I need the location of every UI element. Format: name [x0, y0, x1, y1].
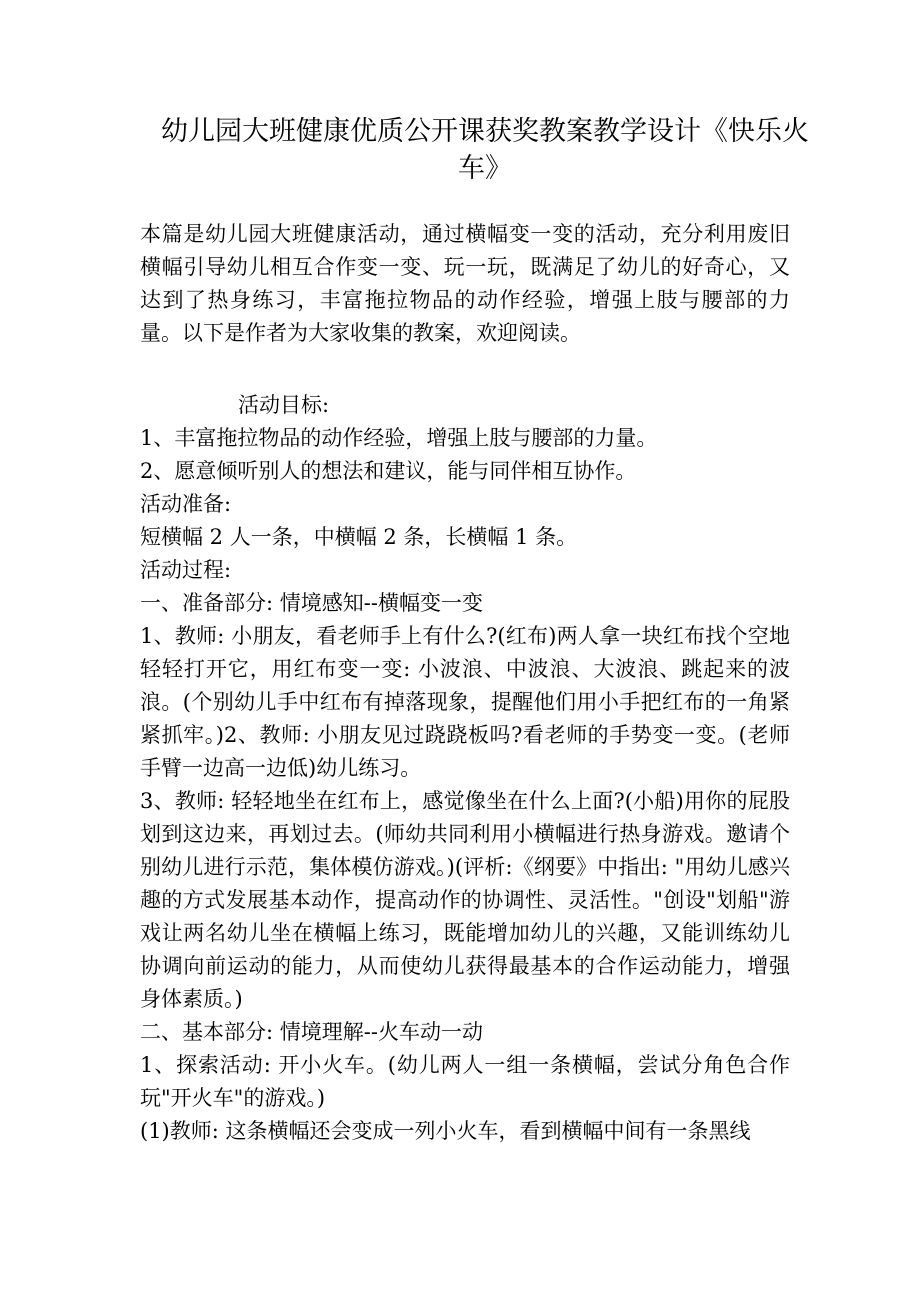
goal-item-2: 2、愿意倾听别人的想法和建议，能与同伴相互协作。: [140, 459, 637, 483]
part-1-paragraph-1: 1、教师: 小朋友，看老师手上有什么?(红布)两人拿一块红布找个空地轻轻打开它，用红布变一变: 小波浪、中波浪、大波浪、跳起来的波浪。(个别幼儿手中红布有掉落现象，提醒他们用小手把红布的一角紧紧抓牢。)2、教师: 小朋友见过跷跷板吗?看老师的手势变一变。(老师手臂一边高一边低)幼儿练习。: [140, 624, 790, 780]
intro-paragraph: 本篇是幼儿园大班健康活动，通过横幅变一变的活动，充分利用废旧横幅引导幼儿相互合作变一变、玩一玩，既满足了幼儿的好奇心，又达到了热身练习，丰富拖拉物品的动作经验，增强上肢与腰部的力量。以下是作者为大家收集的教案，欢迎阅读。: [140, 222, 790, 345]
prep-text: 短横幅 2 人一条，中横幅 2 条，长横幅 1 条。: [140, 525, 578, 549]
part-1-paragraph-3: 3、教师: 轻轻地坐在红布上，感觉像坐在什么上面?(小船)用你的屁股划到这边来，再划过去。(师幼共同利用小横幅进行热身游戏。邀请个别幼儿进行示范，集体模仿游戏。)(评析:《纲要》中指出: "用幼儿感兴趣的方式发展基本动作，提高动作的协调性、灵活性。"创设"划船"游戏让两名幼儿坐在横幅上练习，既能增加幼儿的兴趣，又能训练幼儿协调向前运动的能力，从而使幼儿获得最基本的合作运动能力，增强身体素质。): [140, 789, 790, 1011]
goal-item-1: 1、丰富拖拉物品的动作经验，增强上肢与腰部的力量。: [140, 426, 658, 450]
goals-heading: 活动目标:: [238, 393, 330, 417]
document-title: 幼儿园大班健康优质公开课获奖教案教学设计《快乐火车》: [161, 116, 809, 184]
process-heading: 活动过程:: [140, 558, 232, 582]
part-2-heading: 二、基本部分: 情境理解--火车动一动: [140, 1020, 483, 1044]
document-body: [140, 218, 790, 1148]
paragraph-spacer: [140, 350, 790, 389]
part-2-paragraph-2: (1)教师: 这条横幅还会变成一列小火车，看到横幅中间有一条黑线: [140, 1119, 751, 1143]
part-2-paragraph-1: 1、探索活动: 开小火车。(幼儿两人一组一条横幅，尝试分角色合作玩"开火车"的游戏。): [140, 1053, 790, 1110]
prep-heading: 活动准备:: [140, 492, 232, 516]
part-1-heading: 一、准备部分: 情境感知--横幅变一变: [140, 591, 483, 615]
